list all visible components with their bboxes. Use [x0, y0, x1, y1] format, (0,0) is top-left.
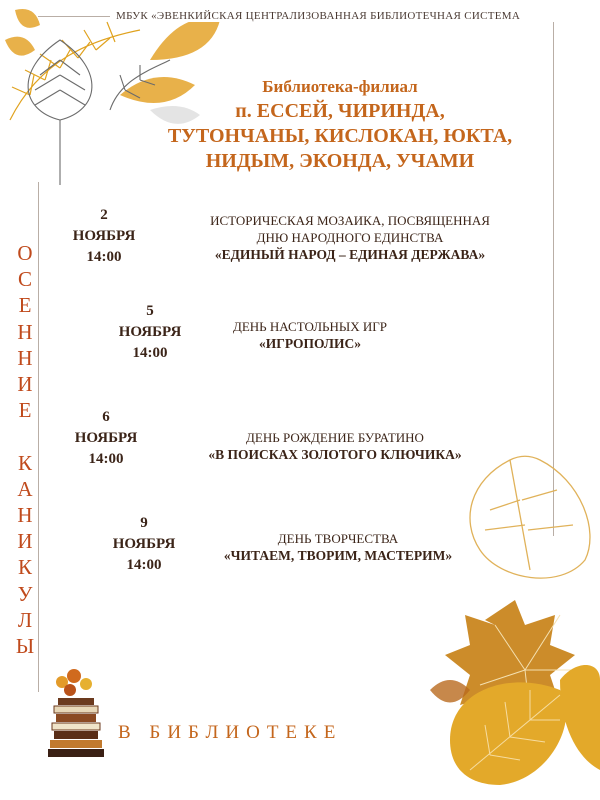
event-month: НОЯБРЯ — [112, 536, 176, 552]
event-time: 14:00 — [86, 249, 122, 265]
title-line-2: п. ЕССЕЙ, ЧИРИНДА, — [235, 100, 445, 122]
event-name: «ЕДИНЫЙ НАРОД – ЕДИНАЯ ДЕРЖАВА» — [214, 247, 486, 262]
event-name: «ЧИТАЕМ, ТВОРИМ, МАСТЕРИМ» — [223, 548, 453, 563]
event-month: НОЯБРЯ — [74, 430, 138, 446]
book-stack-icon — [44, 668, 108, 764]
vertical-letter: С — [17, 267, 32, 292]
organization-header: МБУК «ЭВЕНКИЙСКАЯ ЦЕНТРАЛИЗОВАННАЯ БИБЛИОТЕЧНАЯ СИСТЕМА — [110, 10, 592, 22]
event-time: 14:00 — [132, 345, 168, 361]
event-info-2 — [220, 318, 400, 352]
event-name: «ИГРОПОЛИС» — [259, 336, 361, 351]
event-date-1 — [62, 205, 146, 268]
title-line-4: НИДЫМ, ЭКОНДА, УЧАМИ — [205, 150, 475, 172]
vertical-letter: Ы — [15, 634, 35, 659]
vertical-letter: И — [17, 372, 33, 397]
vertical-letter: У — [17, 581, 33, 606]
event-info-1 — [170, 212, 530, 263]
vertical-letter: Н — [17, 503, 33, 528]
event-time: 14:00 — [126, 557, 162, 573]
title-line-1: Библиотека-филиал — [262, 77, 418, 96]
vertical-letter: Н — [17, 319, 33, 344]
vertical-letter: К — [17, 555, 32, 580]
vertical-letter — [10, 423, 40, 449]
event-desc: ДНЮ НАРОДНОГО ЕДИНСТВА — [256, 230, 444, 245]
event-date-4 — [102, 513, 186, 576]
event-month: НОЯБРЯ — [118, 324, 182, 340]
event-time: 14:00 — [88, 451, 124, 467]
vertical-title-osennie-kanikuly — [10, 240, 40, 659]
vertical-letter: Е — [18, 293, 32, 318]
event-day: 2 — [100, 207, 108, 223]
event-day: 9 — [140, 515, 148, 531]
event-day: 6 — [102, 409, 110, 425]
footer-in-library: В БИБЛИОТЕКЕ — [118, 722, 343, 743]
event-month: НОЯБРЯ — [72, 228, 136, 244]
vertical-letter: Л — [17, 607, 33, 632]
title-line-3: ТУТОНЧАНЫ, КИСЛОКАН, ЮКТА, — [167, 125, 513, 147]
vertical-letter: И — [17, 529, 33, 554]
vertical-letter: А — [17, 476, 33, 501]
event-desc: ДЕНЬ РОЖДЕНИЕ БУРАТИНО — [246, 430, 424, 445]
vertical-letter: Е — [18, 398, 32, 423]
event-day: 5 — [146, 303, 154, 319]
vertical-letter: О — [17, 241, 33, 265]
vertical-letter: К — [17, 450, 32, 475]
event-date-2 — [108, 301, 192, 364]
autumn-leaves-bottom-right — [410, 440, 600, 800]
event-name: «В ПОИСКАХ ЗОЛОТОГО КЛЮЧИКА» — [208, 447, 462, 462]
event-date-3 — [64, 407, 148, 470]
event-desc: ДЕНЬ НАСТОЛЬНЫХ ИГР — [232, 319, 387, 334]
vertical-letter: Н — [17, 345, 33, 370]
event-desc: ИСТОРИЧЕСКАЯ МОЗАИКА, ПОСВЯЩЕННАЯ — [210, 213, 490, 228]
library-title — [150, 74, 530, 174]
event-desc: ДЕНЬ ТВОРЧЕСТВА — [277, 531, 399, 546]
